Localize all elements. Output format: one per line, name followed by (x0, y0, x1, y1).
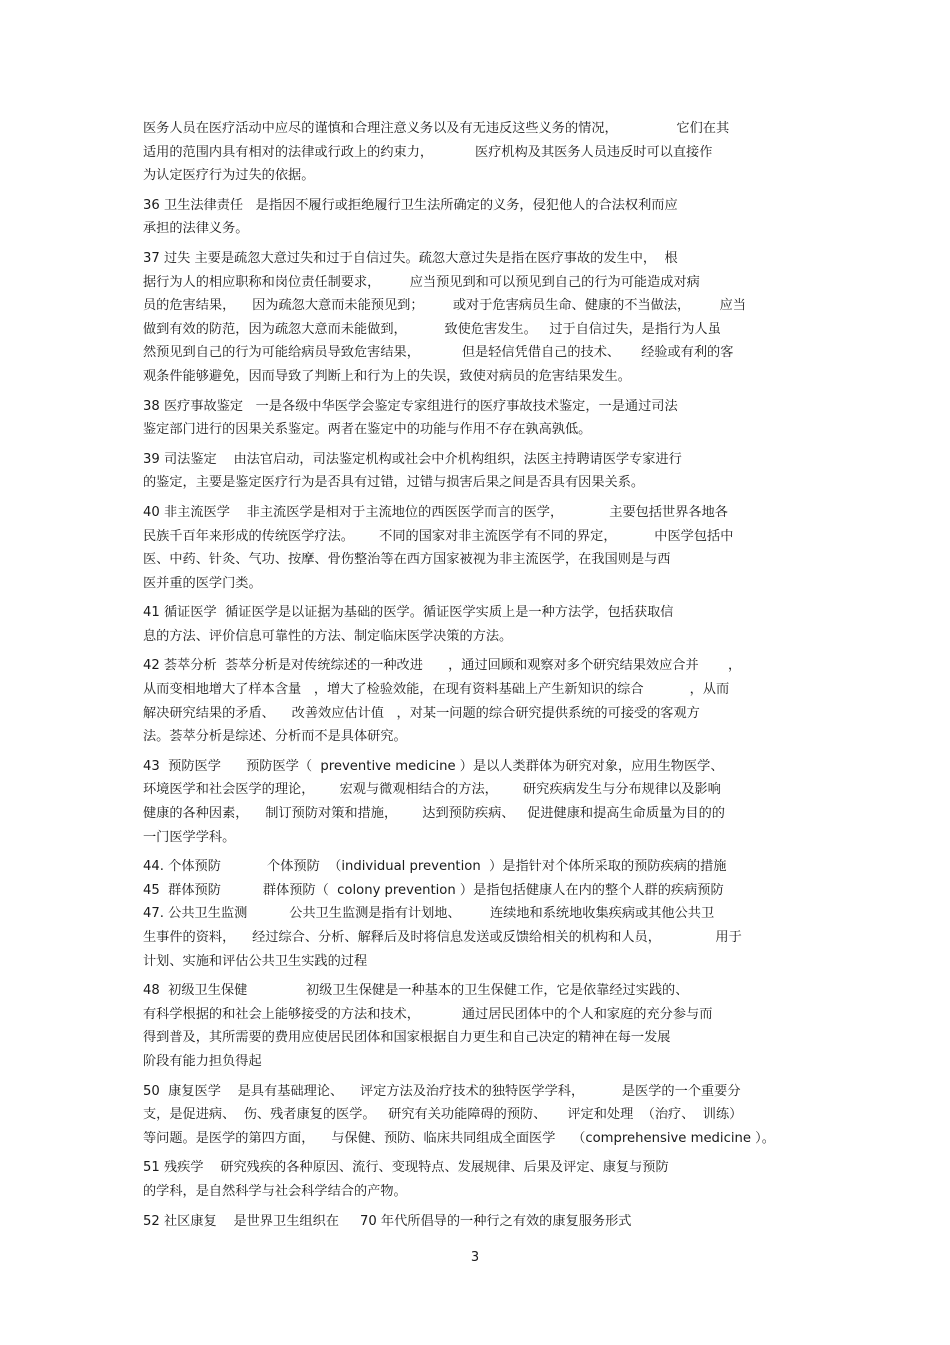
text-line: 解决研究结果的矛盾、 改善效应估计值 ，对某一问题的综合研究提供系统的可接受的客观方 (143, 705, 700, 721)
text-line: 51 残疾学 研究残疾的各种原因、流行、变现特点、发展规律、后果及评定、康复与预防 (143, 1160, 669, 1176)
text-line: 承担的法律义务。 (143, 221, 249, 237)
paragraph (143, 855, 808, 973)
text-line: 48 初级卫生保健 初级卫生保健是一种基本的卫生保健工作，它是依靠经过实践的、 (143, 983, 689, 999)
text-line: 法。荟萃分析是综述、分析而不是具体研究。 (143, 729, 407, 745)
text-line: 43 预防医学 预防医学（ preventive medicine ）是以人类群体为研究对象，应用生物医学、 (143, 758, 724, 774)
page-number: 3 (470, 1250, 480, 1265)
text-line: 44. 个体预防 个体预防 （individual prevention ）是指针对个体所采取的预防疾病的措施 (143, 859, 727, 875)
text-line: 41 循证医学 循证医学是以证据为基础的医学。循证医学实质上是一种方法学，包括获取信 (143, 605, 674, 621)
paragraph (143, 117, 808, 188)
text-line: 为认定医疗行为过失的依据。 (143, 168, 315, 184)
text-line: 然预见到自己的行为可能给病员导致危害结果， 但是轻信凭借自己的技术、 经验或有利的客 (143, 345, 734, 361)
paragraph (143, 1210, 808, 1234)
text-line: 42 荟萃分析 荟萃分析是对传统综述的一种改进 ，通过回顾和观察对多个研究结果效应合并 ， (143, 658, 742, 674)
text-line: 的学科，是自然科学与社会科学结合的产物。 (143, 1183, 407, 1199)
paragraph (143, 601, 808, 648)
paragraph (143, 501, 808, 595)
text-line: 环境医学和社会医学的理论， 宏观与微观相结合的方法， 研究疾病发生与分布规律以及影响 (143, 782, 721, 798)
text-line: 等问题。是医学的第四方面， 与保健、预防、临床共同组成全面医学 （comprehensive medicine ）。 (143, 1130, 775, 1146)
text-line: 支，是促进病、 伤、残者康复的医学。 研究有关功能障碍的预防、 评定和处理 （治疗、 训练） (143, 1107, 743, 1123)
text-line: 50 康复医学 是具有基础理论、 评定方法及治疗技术的独特医学学科， 是医学的一个重要分 (143, 1083, 741, 1099)
text-line: 民族千百年来形成的传统医学疗法。 不同的国家对非主流医学有不同的界定， 中医学包括中 (143, 528, 734, 544)
text-line: 息的方法、评价信息可靠性的方法、制定临床医学决策的方法。 (143, 628, 513, 644)
text-line: 36 卫生法律责任 是指因不履行或拒绝履行卫生法所确定的义务，侵犯他人的合法权利而应 (143, 197, 678, 213)
text-line: 47. 公共卫生监测 公共卫生监测是指有计划地、 连续地和系统地收集疾病或其他公共卫 (143, 906, 715, 922)
text-line: 据行为人的相应职称和岗位责任制要求， 应当预见到和可以预见到自己的行为可能造成对病 (143, 274, 700, 290)
paragraph (143, 654, 808, 748)
text-line: 医务人员在医疗活动中应尽的谨慎和合理注意义务以及有无违反这些义务的情况， 它们在其 (143, 121, 730, 136)
text-line: 计划、实施和评估公共卫生实践的过程 (143, 953, 368, 969)
text-line: 从而变相地增大了样本含量 ，增大了检验效能，在现有资料基础上产生新知识的综合 ，从而 (143, 682, 730, 698)
text-line: 的鉴定，主要是鉴定医疗行为是否具有过错，过错与损害后果之间是否具有因果关系。 (143, 475, 645, 491)
text-line: 得到普及，其所需要的费用应使居民团体和国家根据自力更生和自己决定的精神在每一发展 (143, 1030, 671, 1046)
text-line: 生事件的资料， 经过综合、分析、解释后及时将信息发送或反馈给相关的机构和人员， 用于 (143, 930, 742, 945)
text-line: 鉴定部门进行的因果关系鉴定。两者在鉴定中的功能与作用不存在孰高孰低。 (143, 422, 592, 438)
paragraph (143, 979, 808, 1073)
paragraph (143, 1080, 808, 1151)
text-line: 阶段有能力担负得起 (143, 1053, 262, 1069)
text-line: 52 社区康复 是世界卫生组织在 70 年代所倡导的一种行之有效的康复服务形式 (143, 1213, 632, 1229)
text-line: 45 群体预防 群体预防（ colony prevention ）是指包括健康人在内的整个人群的疾病预防 (143, 882, 724, 898)
paragraph (143, 755, 808, 849)
text-line: 有科学根据的和社会上能够接受的方法和技术， 通过居民团体中的个人和家庭的充分参与而 (143, 1006, 713, 1022)
paragraph (143, 448, 808, 495)
text-line: 适用的范围内具有相对的法律或行政上的约束力， 医疗机构及其医务人员违反时可以直接作 (143, 144, 713, 160)
text-line: 健康的各种因素， 制订预防对策和措施， 达到预防疾病、 促进健康和提高生命质量为目的的 (143, 806, 725, 822)
paragraph (143, 194, 808, 241)
text-line: 做到有效的防范，因为疏忽大意而未能做到， 致使危害发生。 过于自信过失，是指行为人虽 (143, 321, 721, 337)
text-line: 40 非主流医学 非主流医学是相对于主流地位的西医医学而言的医学， 主要包括世界各地各 (143, 504, 728, 520)
text-line: 员的危害结果， 因为疏忽大意而未能预见到； 或对于危害病员生命、健康的不当做法， 应当 (143, 298, 746, 314)
text-line: 38 医疗事故鉴定 一是各级中华医学会鉴定专家组进行的医疗事故技术鉴定，一是通过司法 (143, 398, 678, 414)
text-line: 医并重的医学门类。 (143, 575, 262, 591)
paragraph (143, 247, 808, 389)
text-line: 观条件能够避免，因而导致了判断上和行为上的失误，致使对病员的危害结果发生。 (143, 368, 631, 384)
document-body (143, 117, 808, 1239)
paragraph (143, 395, 808, 442)
paragraph (143, 1156, 808, 1203)
text-line: 一门医学学科。 (143, 829, 236, 845)
text-line: 医、中药、针灸、气功、按摩、骨伤整治等在西方国家被视为非主流医学，在我国则是与西 (143, 552, 671, 568)
text-line: 39 司法鉴定 由法官启动，司法鉴定机构或社会中介机构组织，法医主持聘请医学专家进行 (143, 451, 682, 467)
text-line: 37 过失 主要是疏忽大意过失和过于自信过失。疏忽大意过失是指在医疗事故的发生中， 根 (143, 250, 678, 266)
